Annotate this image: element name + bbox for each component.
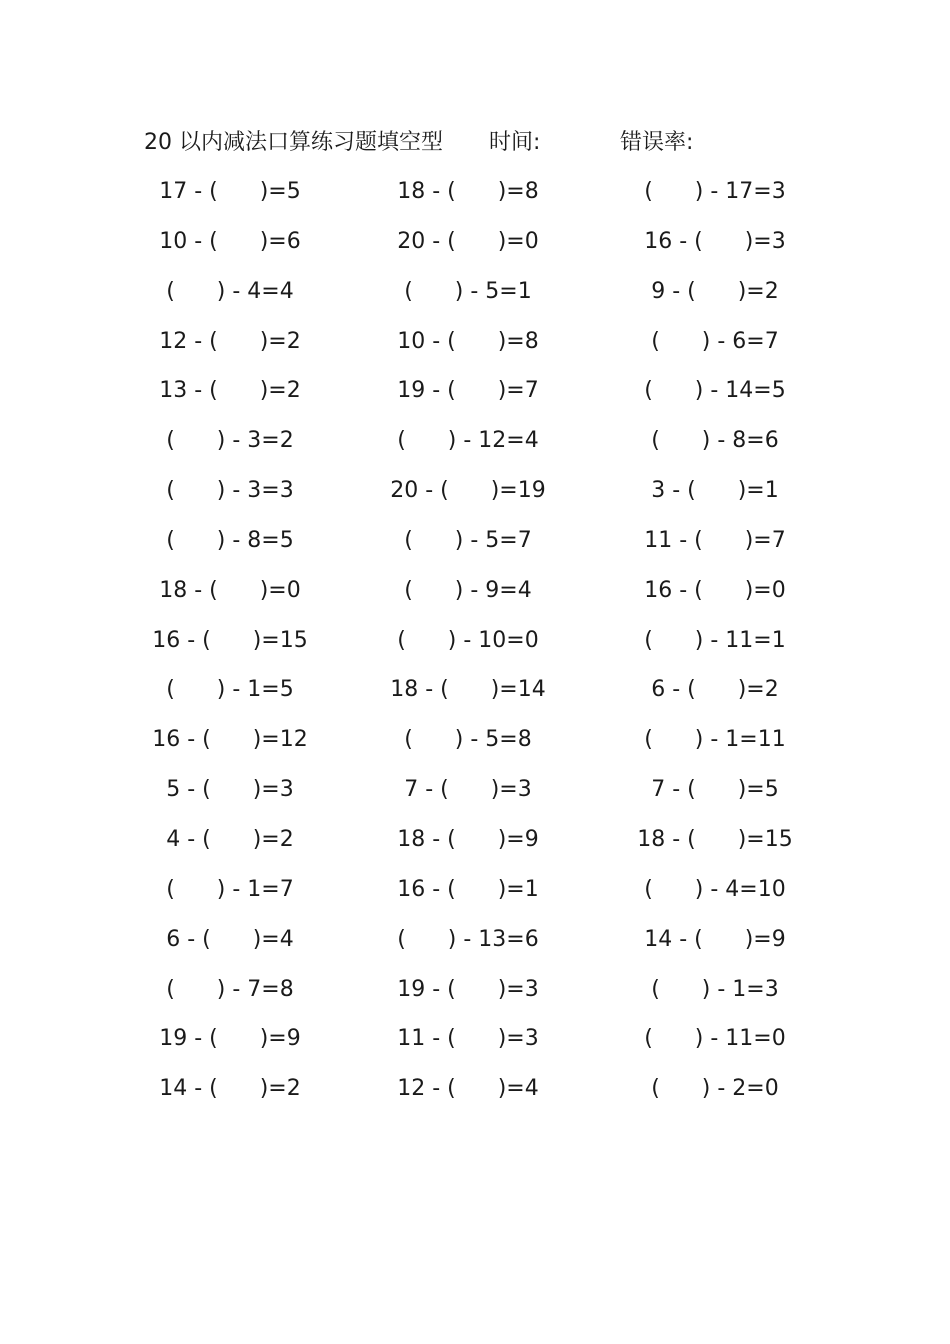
problem-item: 10 - ( )=6 [159, 228, 301, 254]
problem-row [0, 424, 950, 474]
problem-item: ( ) - 5=1 [404, 278, 532, 304]
problem-row [0, 474, 950, 524]
time-label: 时间: [489, 130, 541, 155]
problem-row [0, 823, 950, 873]
problem-item: ( ) - 9=4 [404, 577, 532, 603]
problem-item: ( ) - 17=3 [644, 179, 786, 204]
problem-item: ( ) - 11=0 [644, 1026, 786, 1052]
problem-item: 9 - ( )=2 [651, 278, 779, 304]
problem-item: 13 - ( )=2 [159, 378, 301, 404]
problem-row [0, 325, 950, 375]
problem-item: ( ) - 14=5 [644, 378, 786, 404]
problem-row [0, 923, 950, 973]
problem-item: ( ) - 12=4 [397, 428, 539, 454]
problem-item: 7 - ( )=5 [651, 777, 779, 803]
problem-item: ( ) - 1=5 [166, 677, 294, 703]
problem-item: ( ) - 2=0 [651, 1076, 779, 1102]
problem-item: ( ) - 8=5 [166, 527, 294, 553]
problem-item: 16 - ( )=15 [152, 627, 308, 653]
problem-row [0, 723, 950, 773]
problem-item: ( ) - 4=10 [644, 876, 786, 902]
problem-item: 3 - ( )=1 [651, 478, 779, 504]
problem-item: 6 - ( )=4 [166, 926, 294, 952]
problem-item: 18 - ( )=0 [159, 577, 301, 603]
problem-item: ( ) - 3=3 [166, 478, 294, 504]
problem-item: ( ) - 6=7 [651, 328, 779, 354]
problem-item: 6 - ( )=2 [651, 677, 779, 703]
problem-item: 19 - ( )=9 [159, 1026, 301, 1052]
problem-item: 16 - ( )=1 [397, 876, 539, 902]
problem-row [0, 275, 950, 325]
worksheet-title: 20 以内减法口算练习题填空型 [144, 130, 443, 155]
problem-row [0, 773, 950, 823]
problem-item: ( ) - 1=11 [644, 727, 786, 753]
problem-item: 4 - ( )=2 [166, 826, 294, 852]
problem-item: ( ) - 7=8 [166, 976, 294, 1002]
problem-row [0, 1022, 950, 1072]
problem-row [0, 673, 950, 723]
problem-item: ( ) - 13=6 [397, 926, 539, 952]
problem-item: 18 - ( )=8 [397, 179, 539, 204]
problem-item: 14 - ( )=9 [644, 926, 786, 952]
problem-row [0, 973, 950, 1023]
problem-item: 11 - ( )=7 [644, 527, 786, 553]
problem-item: ( ) - 5=7 [404, 527, 532, 553]
problem-row [0, 524, 950, 574]
problem-item: 18 - ( )=14 [390, 677, 546, 703]
problem-item: 18 - ( )=9 [397, 826, 539, 852]
problem-row [0, 374, 950, 424]
problem-item: 20 - ( )=19 [390, 478, 546, 504]
problem-item: ( ) - 11=1 [644, 627, 786, 653]
problem-item: 19 - ( )=7 [397, 378, 539, 404]
problem-item: 16 - ( )=0 [644, 577, 786, 603]
problem-item: 14 - ( )=2 [159, 1076, 301, 1102]
problem-grid [0, 175, 950, 1122]
problem-row [0, 1072, 950, 1122]
problem-item: ( ) - 4=4 [166, 278, 294, 304]
problem-item: 12 - ( )=4 [397, 1076, 539, 1102]
problem-item: 5 - ( )=3 [166, 777, 294, 803]
problem-row [0, 574, 950, 624]
problem-item: 18 - ( )=15 [637, 826, 793, 852]
problem-item: ( ) - 5=8 [404, 727, 532, 753]
problem-item: 7 - ( )=3 [404, 777, 532, 803]
problem-row [0, 225, 950, 275]
problem-item: 17 - ( )=5 [159, 179, 301, 204]
error-rate-label: 错误率: [620, 130, 694, 155]
problem-row [0, 624, 950, 674]
problem-item: ( ) - 1=7 [166, 876, 294, 902]
worksheet-header [144, 128, 844, 158]
problem-item: ( ) - 3=2 [166, 428, 294, 454]
problem-item: 10 - ( )=8 [397, 328, 539, 354]
problem-item: 11 - ( )=3 [397, 1026, 539, 1052]
problem-item: ( ) - 8=6 [651, 428, 779, 454]
problem-item: 16 - ( )=12 [152, 727, 308, 753]
problem-item: ( ) - 1=3 [651, 976, 779, 1002]
problem-row [0, 175, 950, 225]
problem-item: 16 - ( )=3 [644, 228, 786, 254]
problem-item: 19 - ( )=3 [397, 976, 539, 1002]
problem-row [0, 873, 950, 923]
problem-item: 12 - ( )=2 [159, 328, 301, 354]
problem-item: ( ) - 10=0 [397, 627, 539, 653]
problem-item: 20 - ( )=0 [397, 228, 539, 254]
